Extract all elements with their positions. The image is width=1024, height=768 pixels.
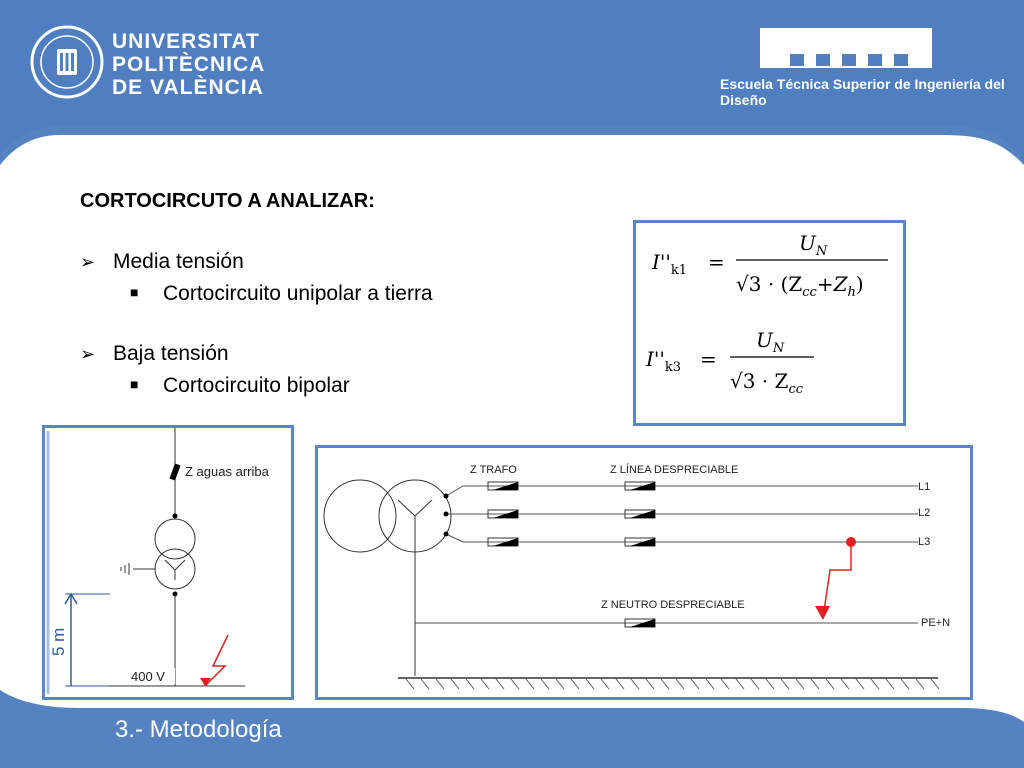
line-label-pe-n: PE+N (921, 617, 951, 629)
line-label-l3: L3 (918, 536, 931, 548)
formula-k1-numerator: $U_N$ (799, 231, 828, 259)
height-label: 5 m (49, 627, 68, 656)
line-label-l2: L2 (918, 507, 931, 519)
formula-k3 (645, 328, 814, 397)
university-line-3: DE VALÈNCIA (112, 76, 264, 99)
transformer-primary (324, 480, 396, 552)
z-linea-label: Z LÍNEA DESPRECIABLE (610, 464, 739, 476)
z-neutro-label: Z NEUTRO DESPRECIABLE (601, 599, 745, 611)
formula-k3-denominator: $√3 \cdot Z_{cc}$ (730, 369, 803, 397)
arrow-bullet-icon: ➢ (80, 344, 96, 364)
svg-text:=: = (700, 347, 717, 371)
university-line-1: UNIVERSITAT (112, 30, 260, 53)
formula-k1-lhs: $I''_{k1}$ (652, 250, 688, 278)
ground-hatching (406, 679, 939, 689)
footer-title: 3.- Metodología (115, 716, 282, 743)
low-voltage-diagram (315, 445, 973, 700)
impedance-symbol (169, 463, 180, 480)
transformer-primary-winding (155, 519, 195, 559)
university-line-2: POLITÈCNICA (112, 53, 266, 76)
voltage-label: 400 V (131, 669, 165, 684)
arrow-bullet-icon: ➢ (80, 252, 96, 272)
section-title: CORTOCIRCUTO A ANALIZAR: (80, 190, 375, 212)
school-name: Escuela Técnica Superior de Ingeniería del Diseño (720, 76, 1005, 108)
formula-k3-lhs: $I''_{k3}$ (646, 347, 682, 375)
bullet-list: ➢ Media tensión ■ Cortocircuito unipolar a tierra ➢ Baja tensión ■ Cortocircuito bipolar (80, 250, 433, 397)
square-bullet-icon: ■ (130, 376, 139, 392)
transformer-secondary-winding (155, 549, 195, 589)
formula-box (633, 220, 906, 426)
formula-k1 (651, 231, 888, 300)
university-seal (30, 25, 104, 99)
line-label-l1: L1 (918, 481, 931, 493)
svg-text:=: = (708, 250, 725, 274)
formula-k1-denominator: $√3 \cdot (Z_{cc}+Z_h)$ (736, 272, 864, 300)
z-trafo-label: Z TRAFO (470, 464, 517, 476)
z-aguas-arriba-label: Z aguas arriba (185, 464, 269, 479)
medium-voltage-diagram (42, 425, 294, 700)
square-bullet-icon: ■ (130, 284, 139, 300)
school-logo (760, 28, 932, 76)
formula-k3-numerator: $U_N$ (756, 328, 785, 356)
university-name (112, 30, 265, 99)
